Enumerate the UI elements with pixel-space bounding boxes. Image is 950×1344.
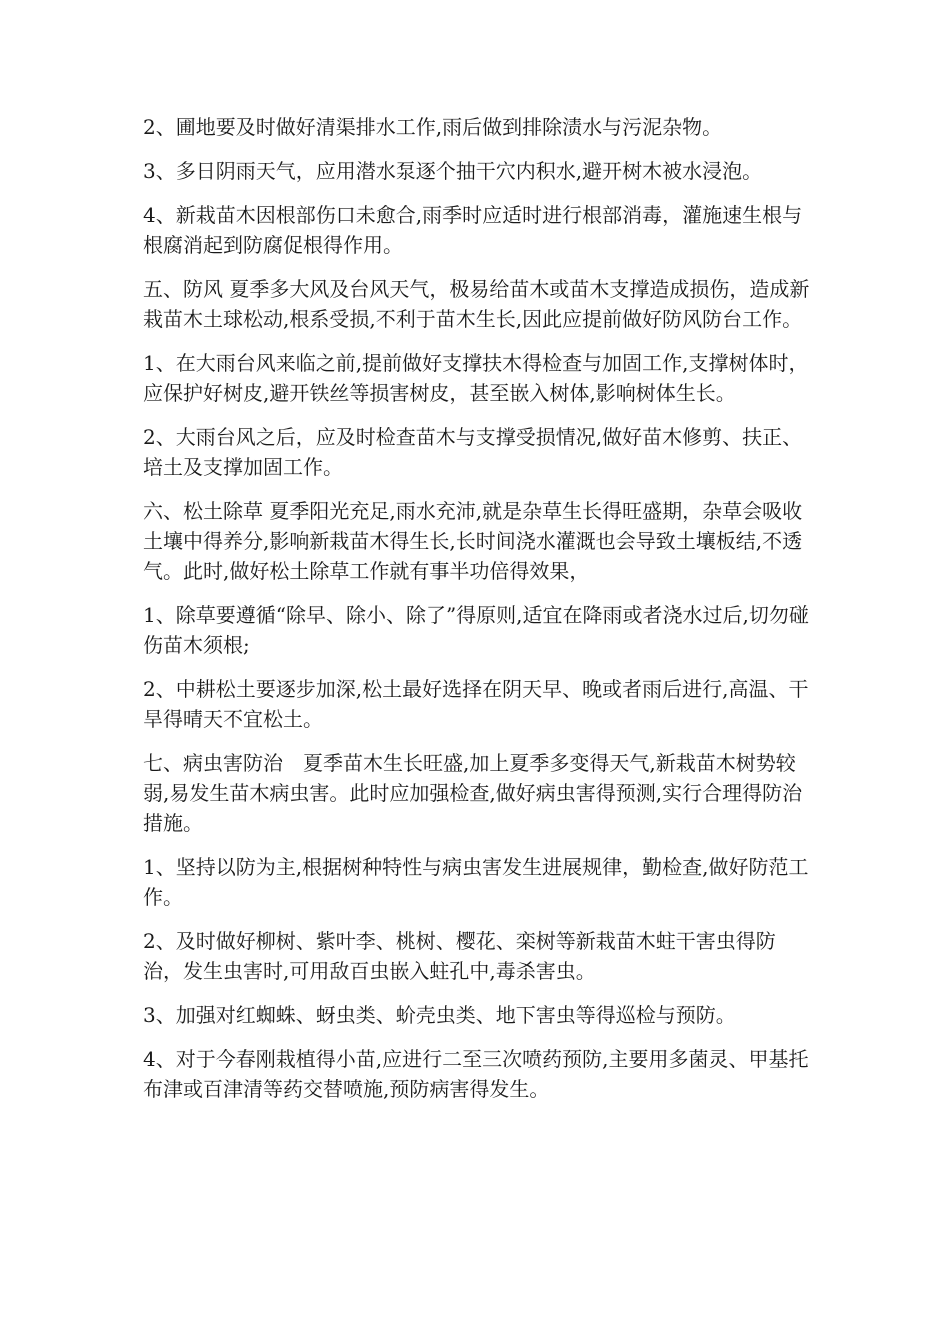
paragraph-support-check-before-storm: 1、在大雨台风来临之前,提前做好支撑扶木得检查与加固工作,支撑树体时，应保护好树皮,避开铁丝等损害树皮，甚至嵌入树体,影响树体生长。 <box>143 351 809 405</box>
document-body <box>143 112 815 1118</box>
paragraph-spray-prevention: 4、对于今春刚栽植得小苗,应进行二至三次喷药预防,主要用多菌灵、甲基托布津或百津清等药交替喷施,预防病害得发生。 <box>143 1047 809 1101</box>
section-heading-wind-protection: 五、防风 夏季多大风及台风天气，极易给苗木或苗木支撑造成损伤，造成新栽苗木土球松动,根系受损,不利于苗木生长,因此应提前做好防风防台工作。 <box>143 277 810 331</box>
paragraph-drainage-channels: 2、圃地要及时做好清渠排水工作,雨后做到排除渍水与污泥杂物。 <box>143 115 723 139</box>
paragraph-prevention-first: 1、坚持以防为主,根据树种特性与病虫害发生进展规律，勤检查,做好防范工作。 <box>143 855 809 909</box>
paragraph-support-check-after-storm: 2、大雨台风之后，应及时检查苗木与支撑受损情况,做好苗木修剪、扶正、培土及支撑加固工作。 <box>143 425 803 479</box>
section-heading-loosen-soil-weeding: 六、松土除草 夏季阳光充足,雨水充沛,就是杂草生长得旺盛期，杂草会吸收土壤中得养分,影响新栽苗木得生长,长时间浇水灌溉也会导致土壤板结,不透气。此时,做好松土除草工作就有事半功倍得效果， <box>143 499 803 583</box>
paragraph-root-disinfection: 4、新栽苗木因根部伤口未愈合,雨季时应适时进行根部消毒，灌施速生根与根腐消起到防腐促根得作用。 <box>143 203 803 257</box>
paragraph-cultivation: 2、中耕松土要逐步加深,松土最好选择在阴天早、晚或者雨后进行,高温、干旱得晴天不宜松土。 <box>143 677 809 731</box>
paragraph-pump-water: 3、多日阴雨天气，应用潜水泵逐个抽干穴内积水,避开树木被水浸泡。 <box>143 159 763 183</box>
section-heading-pest-control: 七、病虫害防治 夏季苗木生长旺盛,加上夏季多变得天气,新栽苗木树势较弱,易发生苗木病虫害。此时应加强检查,做好病虫害得预测,实行合理得防治措施。 <box>143 751 803 835</box>
paragraph-borer-control: 2、及时做好柳树、紫叶李、桃树、樱花、栾树等新栽苗木蛀干害虫得防治，发生虫害时,可用敌百虫嵌入蛀孔中,毒杀害虫。 <box>143 929 776 983</box>
paragraph-pest-inspection: 3、加强对红蜘蛛、蚜虫类、蚧壳虫类、地下害虫等得巡检与预防。 <box>143 1003 736 1027</box>
paragraph-weeding-principle: 1、除草要遵循“除早、除小、除了”得原则,适宜在降雨或者浇水过后,切勿碰伤苗木须根; <box>143 603 809 657</box>
